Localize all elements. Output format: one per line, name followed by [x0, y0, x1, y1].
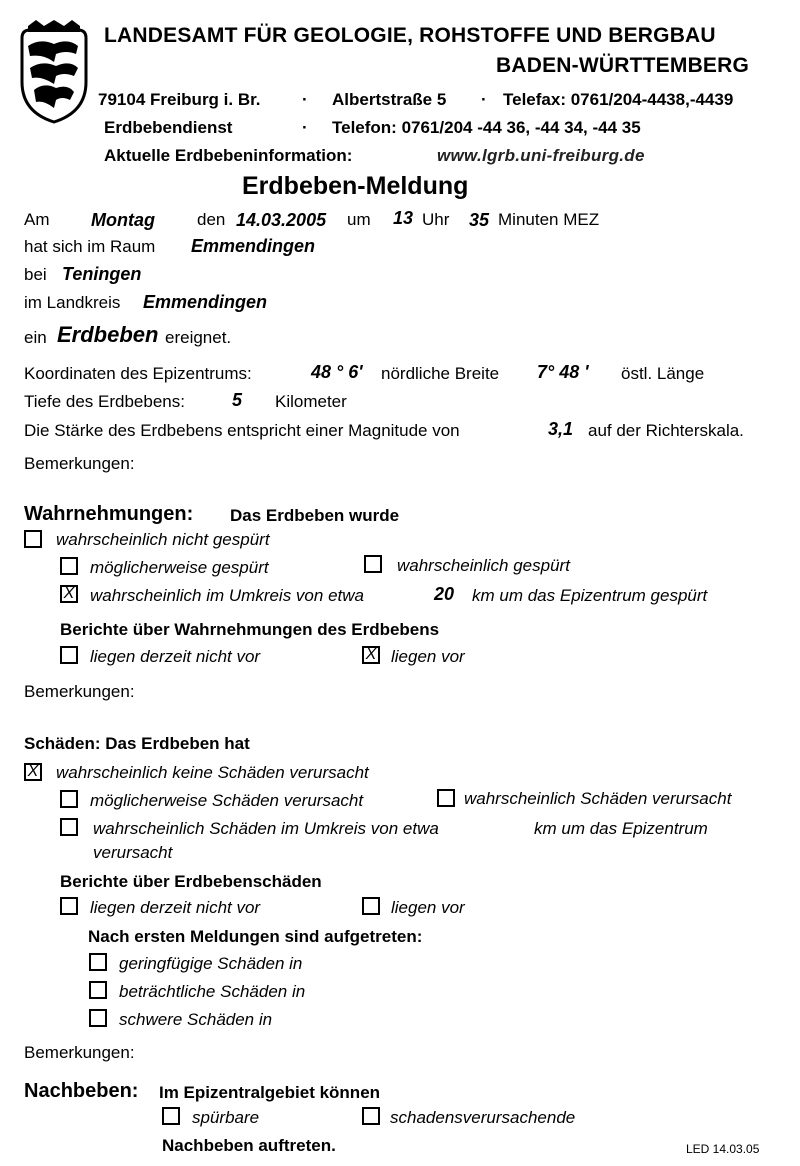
- perception-subheading: Das Erdbeben wurde: [230, 506, 400, 525]
- fax-number: Telefax: 0761/204-4438,-4439: [503, 90, 734, 109]
- label-ein: ein: [24, 328, 47, 347]
- label-depth-unit: Kilometer: [275, 392, 347, 411]
- label-region: hat sich im Raum: [24, 237, 156, 256]
- region-value: Emmendingen: [191, 236, 316, 256]
- date-value: 14.03.2005: [236, 210, 327, 230]
- perception-remarks-label: Bemerkungen:: [24, 682, 135, 701]
- magnitude-value: 3,1: [548, 419, 574, 439]
- option-probable-damage-label: wahrscheinlich Schäden verursacht: [464, 789, 732, 808]
- checkbox-probably-felt[interactable]: [364, 555, 382, 573]
- checkbox-perception-reports-none[interactable]: [60, 646, 78, 664]
- perception-heading: Wahrnehmungen:: [24, 503, 194, 525]
- label-den: den: [197, 210, 226, 229]
- perception-reports-heading: Berichte über Wahrnehmungen des Erdbebens: [60, 620, 440, 639]
- label-longitude: östl. Länge: [621, 364, 705, 383]
- label-minutes: Minuten MEZ: [498, 210, 600, 229]
- option-severe-damage-label: schwere Schäden in: [119, 1010, 273, 1029]
- org-name-line1: LANDESAMT FÜR GEOLOGIE, ROHSTOFFE UND BERGBAU: [104, 24, 716, 47]
- separator-dot: ·: [302, 90, 308, 109]
- option-considerable-damage-label: beträchtliche Schäden in: [119, 982, 306, 1001]
- option-damage-radius-line2: verursacht: [93, 843, 173, 862]
- page-title: Erdbeben-Meldung: [242, 172, 469, 200]
- checkbox-damaging-aftershocks[interactable]: [362, 1107, 380, 1125]
- option-no-damage-label: wahrscheinlich keine Schäden verursacht: [56, 763, 369, 782]
- label-uhr: Uhr: [422, 210, 450, 229]
- checkbox-possible-damage[interactable]: [60, 790, 78, 808]
- website-link[interactable]: www.lgrb.uni-freiburg.de: [437, 146, 645, 165]
- street-address: Albertstraße 5: [332, 90, 447, 109]
- checkbox-minor-damage[interactable]: [89, 953, 107, 971]
- option-damage-radius-suffix: km um das Epizentrum: [534, 819, 708, 838]
- form-code: LED 14.03.05: [686, 1142, 760, 1156]
- label-am: Am: [24, 210, 50, 229]
- option-felt-radius-suffix: km um das Epizentrum gespürt: [472, 586, 708, 605]
- checkbox-not-felt[interactable]: [24, 530, 42, 548]
- aftershocks-footer: Nachbeben auftreten.: [162, 1136, 336, 1155]
- label-occurred: ereignet.: [165, 328, 232, 347]
- option-not-felt-label: wahrscheinlich nicht gespürt: [56, 530, 270, 549]
- option-reports-none-label: liegen derzeit nicht vor: [90, 647, 261, 666]
- checkbox-no-damage[interactable]: X: [24, 763, 42, 781]
- option-reports-present-label: liegen vor: [391, 647, 465, 666]
- felt-radius-value: 20: [434, 584, 455, 604]
- first-reports-heading: Nach ersten Meldungen sind aufgetreten:: [88, 927, 423, 946]
- service-name: Erdbebendienst: [104, 118, 233, 137]
- checkbox-damage-reports-none[interactable]: [60, 897, 78, 915]
- checkbox-damage-radius[interactable]: [60, 818, 78, 836]
- checkbox-damage-reports-present[interactable]: [362, 897, 380, 915]
- district-value: Emmendingen: [143, 292, 268, 312]
- label-near: bei: [24, 265, 47, 284]
- damage-remarks-label: Bemerkungen:: [24, 1043, 135, 1062]
- label-um: um: [347, 210, 371, 229]
- damage-heading: Schäden: Das Erdbeben hat: [24, 734, 250, 753]
- hour-value: 13: [393, 208, 414, 228]
- checkbox-considerable-damage[interactable]: [89, 981, 107, 999]
- separator-dot: ·: [302, 118, 308, 137]
- event-type-value: Erdbeben: [57, 322, 159, 347]
- checkbox-probable-damage[interactable]: [437, 789, 455, 807]
- label-depth: Tiefe des Erdbebens:: [24, 392, 185, 411]
- option-minor-damage-label: geringfügige Schäden in: [119, 954, 303, 973]
- latitude-value: 48 ° 6': [311, 362, 363, 382]
- option-possible-damage-label: möglicherweise Schäden verursacht: [90, 791, 364, 810]
- label-richter: auf der Richterskala.: [588, 421, 744, 440]
- option-possibly-felt-label: möglicherweise gespürt: [90, 558, 269, 577]
- checkbox-felt-radius[interactable]: X: [60, 585, 78, 603]
- option-felt-radius-label: wahrscheinlich im Umkreis von etwa: [90, 586, 364, 605]
- minutes-value: 35: [469, 210, 490, 230]
- depth-value: 5: [232, 390, 243, 410]
- option-damage-reports-present-label: liegen vor: [391, 898, 465, 917]
- label-coordinates: Koordinaten des Epizentrums:: [24, 364, 252, 383]
- option-felt-aftershocks-label: spürbare: [192, 1108, 260, 1127]
- label-magnitude: Die Stärke des Erdbebens entspricht einer Magnitude von: [24, 421, 460, 440]
- longitude-value: 7° 48 ': [537, 362, 589, 382]
- checkbox-felt-aftershocks[interactable]: [162, 1107, 180, 1125]
- label-latitude: nördliche Breite: [381, 364, 500, 383]
- label-district: im Landkreis: [24, 293, 121, 312]
- damage-reports-heading: Berichte über Erdbebenschäden: [60, 872, 322, 891]
- checkbox-severe-damage[interactable]: [89, 1009, 107, 1027]
- org-name-line2: BADEN-WÜRTTEMBERG: [496, 54, 750, 77]
- location-value: Teningen: [62, 264, 142, 284]
- info-label: Aktuelle Erdbebeninformation:: [104, 146, 353, 165]
- remarks-label: Bemerkungen:: [24, 454, 135, 473]
- postal-address: 79104 Freiburg i. Br.: [98, 90, 261, 109]
- separator-dot: ·: [481, 90, 487, 109]
- phone-number: Telefon: 0761/204 -44 36, -44 34, -44 35: [332, 118, 641, 137]
- option-probably-felt-label: wahrscheinlich gespürt: [397, 556, 570, 575]
- coat-of-arms-emblem: [14, 20, 94, 126]
- checkbox-possibly-felt[interactable]: [60, 557, 78, 575]
- option-damage-reports-none-label: liegen derzeit nicht vor: [90, 898, 261, 917]
- checkbox-perception-reports-present[interactable]: X: [362, 646, 380, 664]
- option-damage-radius-label: wahrscheinlich Schäden im Umkreis von etwa: [93, 819, 439, 838]
- weekday-value: Montag: [91, 210, 155, 230]
- aftershocks-subheading: Im Epizentralgebiet können: [159, 1083, 381, 1102]
- aftershocks-heading: Nachbeben:: [24, 1080, 139, 1102]
- option-damaging-aftershocks-label: schadensverursachende: [390, 1108, 576, 1127]
